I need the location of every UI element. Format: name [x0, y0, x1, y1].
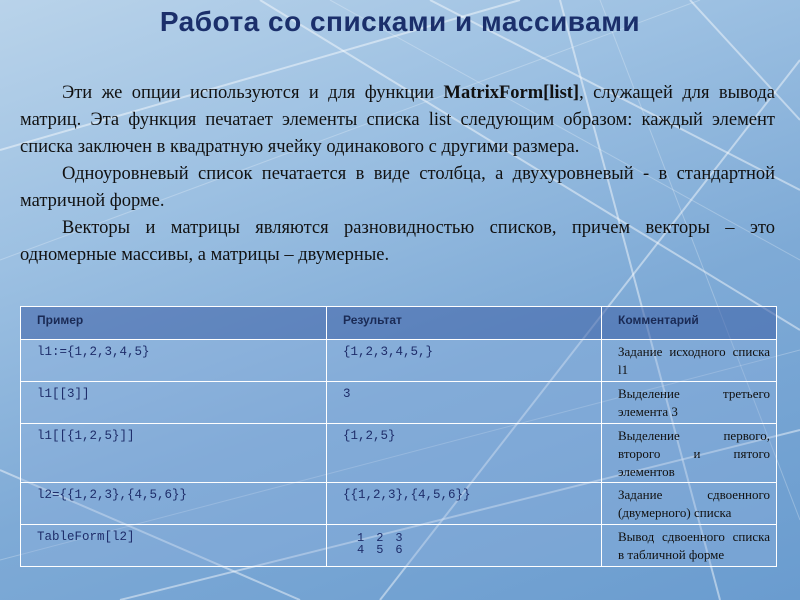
- table-row: [21, 340, 777, 382]
- comment-cell: Вывод сдвоенного списка в табличной форме: [602, 525, 777, 567]
- matrix-cell: 1: [357, 531, 365, 545]
- example-cell: l1[[3]]: [21, 382, 327, 424]
- result-cell: {1,2,5}: [327, 424, 602, 483]
- paragraph-3: Векторы и матрицы являются разновидностью списков, причем векторы – это одномерные массивы, а матрицы – двумерные.: [20, 218, 775, 265]
- header-result: Результат: [327, 307, 602, 340]
- paragraph-1-suffix: , служащей для вывода матриц. Эта функция печатает элементы списка list следующим образом: каждый элемент списка заключен в квадратную ячейку одинакового с другими размера.: [20, 83, 775, 157]
- paragraph-1-prefix: Эти же опции используются и для функции: [62, 83, 444, 103]
- body-text: [20, 80, 775, 269]
- examples-table: [20, 306, 777, 567]
- matrix-row: [351, 544, 409, 556]
- result-cell: 3: [327, 382, 602, 424]
- matrix-cell: 3: [395, 531, 403, 545]
- comment-cell: Выделение третьего элемента 3: [602, 382, 777, 424]
- header-example: Пример: [21, 307, 327, 340]
- matrix-cell: 2: [376, 531, 384, 545]
- result-matrix: [351, 532, 409, 556]
- slide-title: Работа со списками и массивами: [159, 6, 641, 37]
- matrix-cell: 6: [395, 543, 403, 557]
- comment-cell: Задание исходного списка l1: [602, 340, 777, 382]
- paragraph-1: [20, 80, 775, 161]
- table-row: [21, 424, 777, 483]
- table-row: [21, 382, 777, 424]
- example-cell: l1:={1,2,3,4,5}: [21, 340, 327, 382]
- comment-cell: Задание сдвоенного (двумерного) списка: [602, 483, 777, 525]
- comment-cell: Выделение первого, второго и пятого элементов: [602, 424, 777, 483]
- result-cell: {1,2,3,4,5,}: [327, 340, 602, 382]
- example-cell: l1[[{1,2,5}]]: [21, 424, 327, 483]
- matrix-cell: 5: [376, 543, 384, 557]
- table-row: [21, 525, 777, 567]
- matrix-cell: 4: [357, 543, 365, 557]
- function-name: MatrixForm[list]: [443, 83, 580, 103]
- example-cell: TableForm[l2]: [21, 525, 327, 567]
- result-cell: [327, 525, 602, 567]
- header-comment: Комментарий: [602, 307, 777, 340]
- result-cell: {{1,2,3},{4,5,6}}: [327, 483, 602, 525]
- example-cell: l2={{1,2,3},{4,5,6}}: [21, 483, 327, 525]
- table-row: [21, 483, 777, 525]
- paragraph-2: Одноуровневый список печатается в виде столбца, а двухуровневый - в стандартной матричной форме.: [20, 164, 775, 211]
- table-header-row: [21, 307, 777, 340]
